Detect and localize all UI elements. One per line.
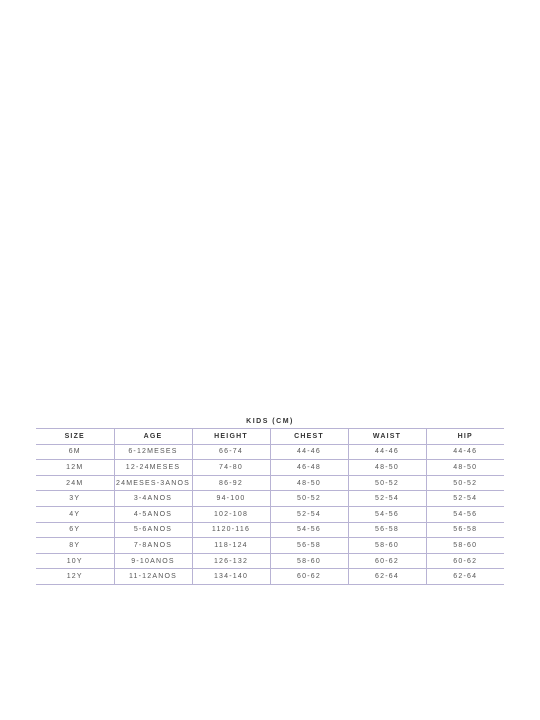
cell-height: 1120-116: [192, 522, 270, 538]
cell-age: 5-6ANOS: [114, 522, 192, 538]
cell-size: 12M: [36, 460, 114, 476]
cell-chest: 48-50: [270, 475, 348, 491]
header-row: [36, 429, 504, 445]
chart-title: KIDS (CM): [246, 418, 294, 425]
cell-age: 11-12ANOS: [114, 569, 192, 585]
cell-hip: 60-62: [426, 553, 504, 569]
cell-hip: 48-50: [426, 460, 504, 476]
cell-age: 12-24MESES: [114, 460, 192, 476]
cell-waist: 50-52: [348, 475, 426, 491]
cell-height: 66-74: [192, 444, 270, 460]
cell-chest: 56-58: [270, 538, 348, 554]
column-header-size: SIZE: [36, 429, 114, 445]
cell-height: 134-140: [192, 569, 270, 585]
cell-hip: 58-60: [426, 538, 504, 554]
cell-hip: 54-56: [426, 506, 504, 522]
cell-size: 24M: [36, 475, 114, 491]
cell-chest: 44-46: [270, 444, 348, 460]
table-row: [36, 444, 504, 460]
table-body: [36, 444, 504, 584]
cell-size: 4Y: [36, 506, 114, 522]
cell-chest: 52-54: [270, 506, 348, 522]
column-header-hip: HIP: [426, 429, 504, 445]
cell-chest: 46-48: [270, 460, 348, 476]
table-row: [36, 506, 504, 522]
size-chart: [36, 415, 504, 585]
cell-hip: 44-46: [426, 444, 504, 460]
cell-height: 126-132: [192, 553, 270, 569]
cell-size: 10Y: [36, 553, 114, 569]
table-row: [36, 460, 504, 476]
cell-chest: 50-52: [270, 491, 348, 507]
cell-height: 118-124: [192, 538, 270, 554]
cell-age: 6-12MESES: [114, 444, 192, 460]
cell-size: 3Y: [36, 491, 114, 507]
cell-waist: 56-58: [348, 522, 426, 538]
table-row: [36, 553, 504, 569]
cell-waist: 58-60: [348, 538, 426, 554]
cell-waist: 60-62: [348, 553, 426, 569]
cell-waist: 52-54: [348, 491, 426, 507]
cell-size: 6Y: [36, 522, 114, 538]
cell-waist: 62-64: [348, 569, 426, 585]
cell-size: 12Y: [36, 569, 114, 585]
cell-hip: 50-52: [426, 475, 504, 491]
cell-height: 94-100: [192, 491, 270, 507]
column-header-age: AGE: [114, 429, 192, 445]
column-header-waist: WAIST: [348, 429, 426, 445]
table-header: [36, 429, 504, 445]
cell-waist: 48-50: [348, 460, 426, 476]
table-row: [36, 491, 504, 507]
cell-height: 74-80: [192, 460, 270, 476]
cell-size: 6M: [36, 444, 114, 460]
size-table: [36, 428, 504, 585]
cell-hip: 56-58: [426, 522, 504, 538]
table-row: [36, 538, 504, 554]
cell-height: 86-92: [192, 475, 270, 491]
column-header-chest: CHEST: [270, 429, 348, 445]
cell-hip: 62-64: [426, 569, 504, 585]
table-row: [36, 569, 504, 585]
cell-hip: 52-54: [426, 491, 504, 507]
column-header-height: HEIGHT: [192, 429, 270, 445]
table-row: [36, 475, 504, 491]
cell-waist: 54-56: [348, 506, 426, 522]
cell-age: 3-4ANOS: [114, 491, 192, 507]
cell-chest: 54-56: [270, 522, 348, 538]
cell-age: 24MESES-3ANOS: [114, 475, 192, 491]
cell-size: 8Y: [36, 538, 114, 554]
cell-waist: 44-46: [348, 444, 426, 460]
cell-age: 4-5ANOS: [114, 506, 192, 522]
cell-age: 7-8ANOS: [114, 538, 192, 554]
table-row: [36, 522, 504, 538]
cell-chest: 58-60: [270, 553, 348, 569]
cell-age: 9-10ANOS: [114, 553, 192, 569]
cell-height: 102-108: [192, 506, 270, 522]
cell-chest: 60-62: [270, 569, 348, 585]
